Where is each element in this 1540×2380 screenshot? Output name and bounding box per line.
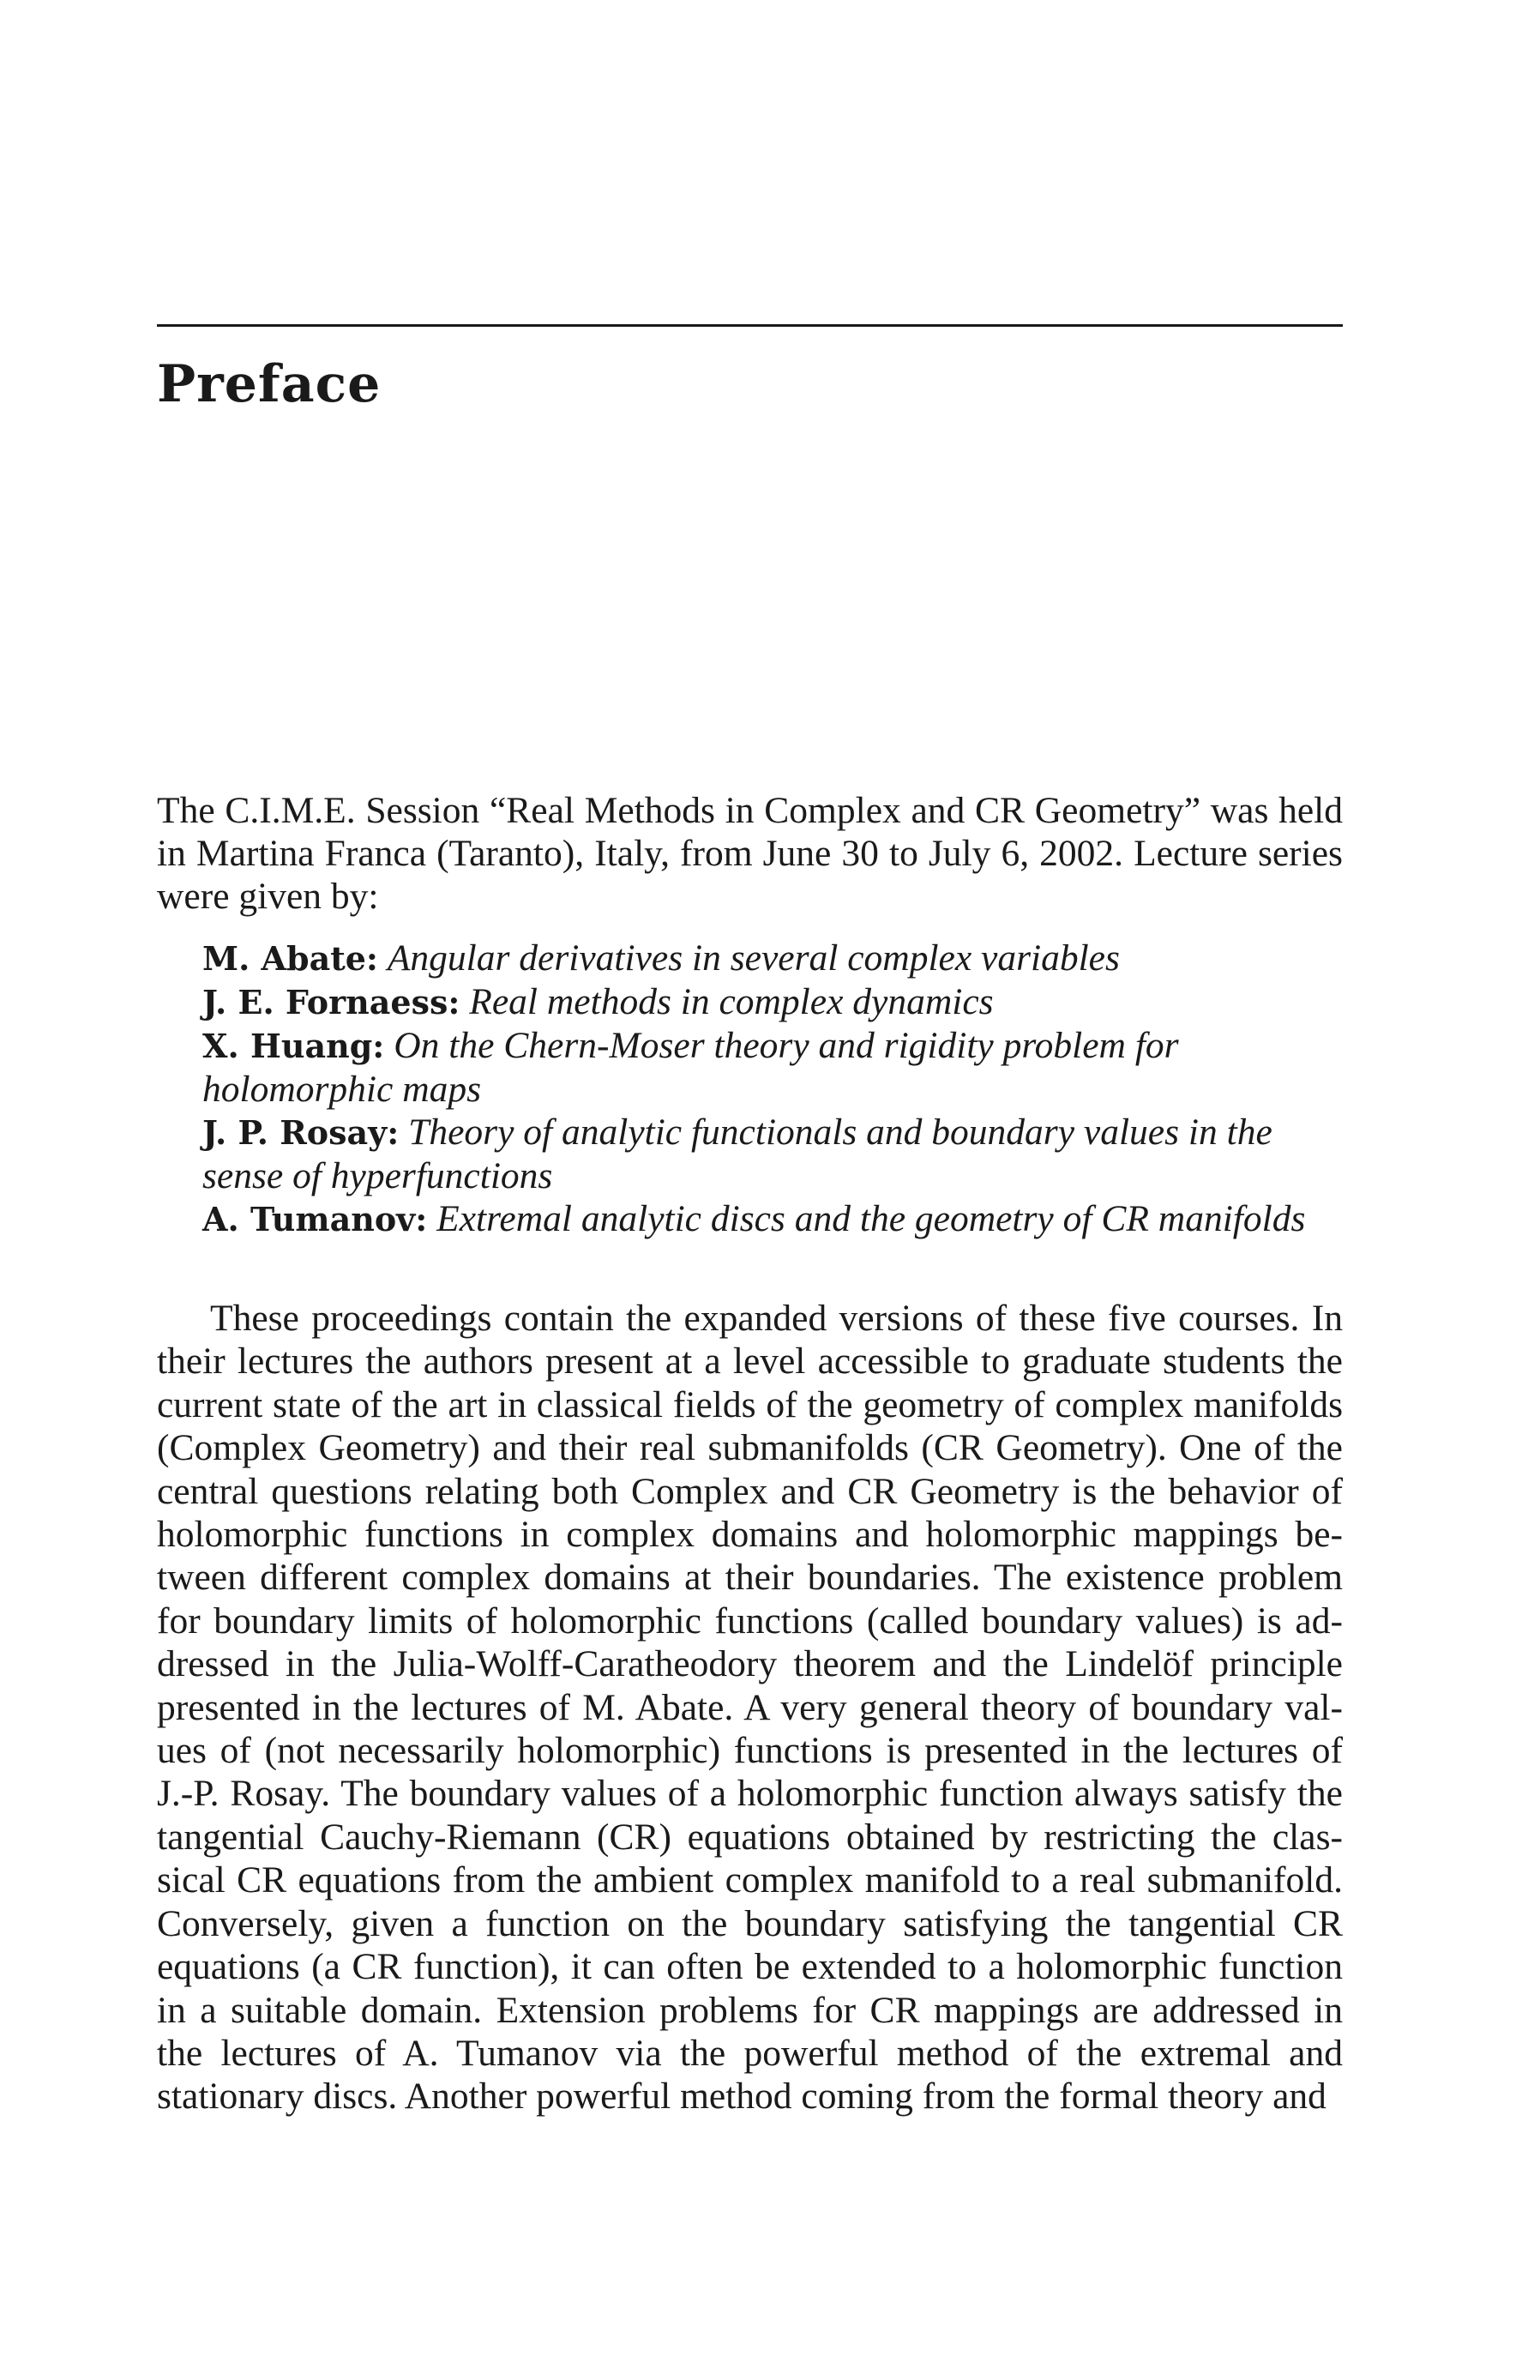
intro-paragraph: The C.I.M.E. Session “Real Methods in Complex and CR Geometry” was held in Martina Franca (Taranto), Italy, from June 30 to July 6, 2002. Lecture series were given by:: [157, 790, 1343, 917]
title-rule: [157, 324, 1343, 327]
lecture-title: Angular derivatives in several complex variables: [387, 937, 1120, 979]
lecture-item: [202, 937, 1343, 980]
lecture-title: On the Chern-Moser theory and rigidity problem for holomorphic maps: [202, 1025, 1179, 1110]
lecture-title: Real methods in complex dynamics: [469, 981, 994, 1022]
lecture-item: [202, 1111, 1343, 1197]
lecture-item: [202, 1024, 1343, 1111]
lecture-author: J. P. Rosay:: [202, 1113, 400, 1152]
body-paragraph: These proceedings contain the expanded versions of these five courses. In their lectures the authors present at a level accessible to graduate students the current state of the art in classical fields of the geometry of complex manifolds (Complex Geometry) and their real submanifolds (CR Geometry). One of the central questions relating both Complex and CR Geometry is the behavior of holomorphic functions in complex domains and holomorphic mappings between different complex domains at their boundaries. The existence problem for boundary limits of holomorphic functions (called boundary values) is addressed in the Julia-Wolff-Caratheodory theorem and the Lindelöf principle presented in the lectures of M. Abate. A very general theory of boundary values of (not necessarily holomorphic) functions is presented in the lectures of J.-P. Rosay. The boundary values of a holomorphic function always satisfy the tangential Cauchy-Riemann (CR) equations obtained by restricting the classical CR equations from the ambient complex manifold to a real submanifold. Conversely, given a function on the boundary satisfying the tangential CR equations (a CR function), it can often be extended to a holomorphic function in a suitable domain. Extension problems for CR mappings are addressed in the lectures of A. Tumanov via the powerful method of the extremal and stationary discs. Another powerful method coming from the formal theory and: [157, 1298, 1343, 2118]
lecture-author: A. Tumanov:: [202, 1200, 428, 1238]
lecture-author: X. Huang:: [202, 1027, 385, 1065]
lecture-item: [202, 980, 1343, 1024]
lecture-title: Theory of analytic functionals and boundary values in the sense of hyperfunctions: [202, 1112, 1272, 1196]
lecture-author: J. E. Fornaess:: [202, 983, 460, 1021]
lecture-item: [202, 1197, 1343, 1241]
lecture-title: Extremal analytic discs and the geometry of CR manifolds: [436, 1198, 1306, 1239]
lecture-author: M. Abate:: [202, 939, 378, 978]
page-title: Preface: [157, 354, 382, 414]
lecture-list: [202, 937, 1343, 1241]
